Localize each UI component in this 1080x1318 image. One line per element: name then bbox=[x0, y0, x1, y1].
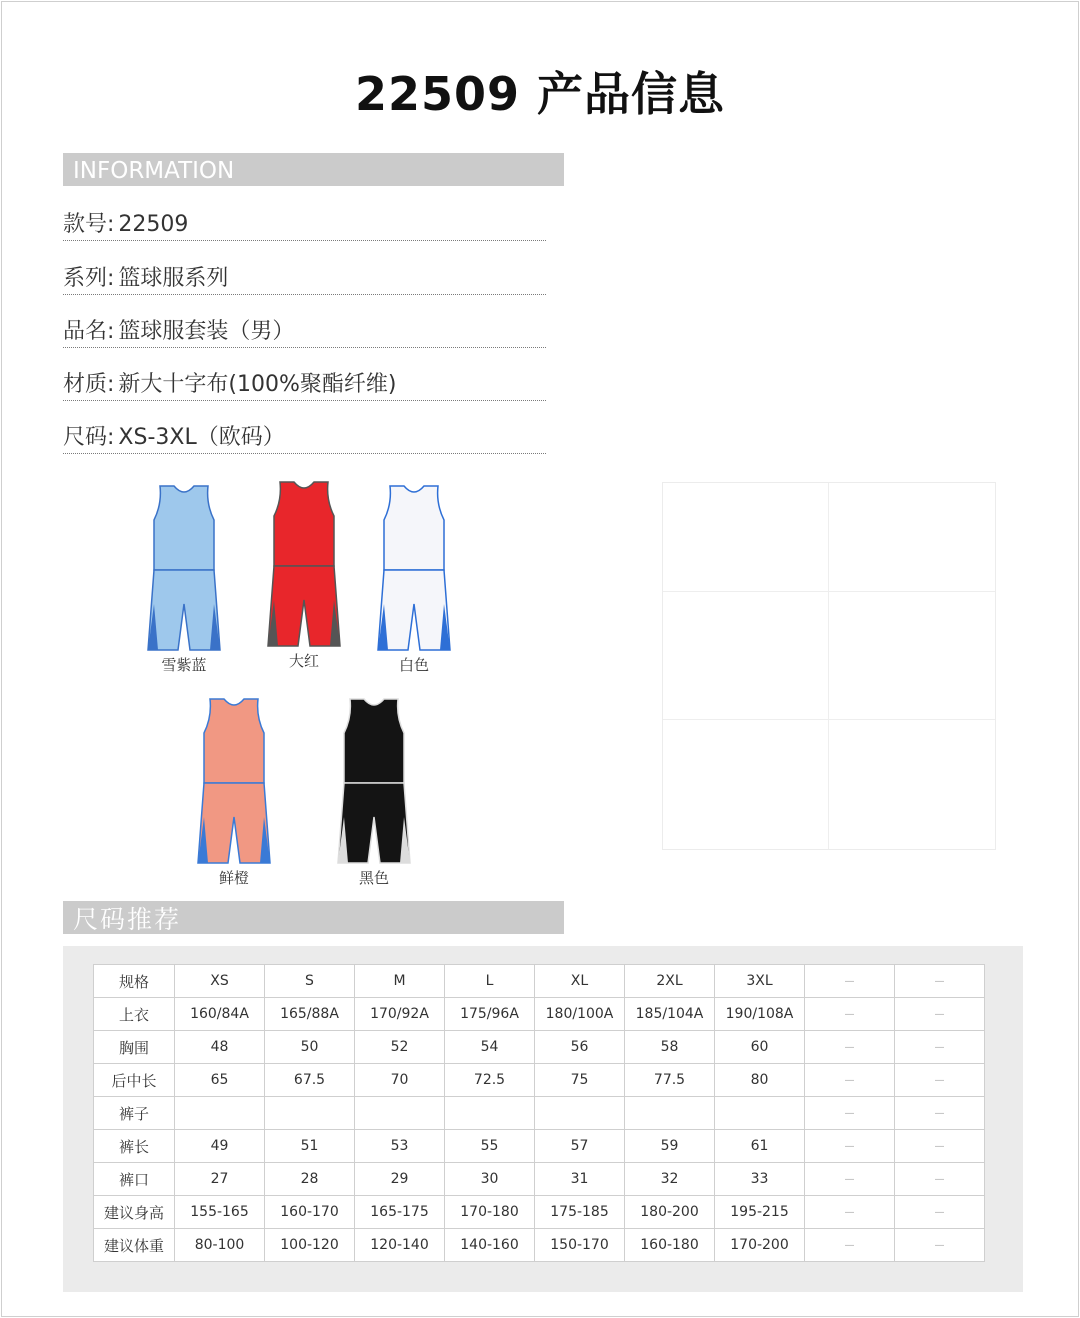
product-swatch bbox=[319, 697, 429, 888]
shorts-shape bbox=[198, 783, 270, 863]
size-cell: — bbox=[805, 965, 895, 998]
size-table-row bbox=[94, 1130, 985, 1163]
size-cell bbox=[265, 1097, 355, 1130]
jersey-set-icon bbox=[144, 484, 224, 652]
size-cell: 27 bbox=[175, 1163, 265, 1196]
size-cell: 60 bbox=[715, 1031, 805, 1064]
size-row-label: 规格 bbox=[94, 965, 175, 998]
panel-divider bbox=[828, 483, 829, 849]
size-cell: 48 bbox=[175, 1031, 265, 1064]
size-table-row bbox=[94, 1163, 985, 1196]
info-value: 篮球服套装（男） bbox=[118, 319, 295, 344]
information-header-bar: INFORMATION bbox=[63, 153, 564, 186]
size-cell bbox=[445, 1097, 535, 1130]
jersey-shape bbox=[274, 482, 334, 566]
blank-placeholder-panel bbox=[662, 482, 996, 850]
size-cell bbox=[535, 1097, 625, 1130]
size-row-label: 裤子 bbox=[94, 1097, 175, 1130]
size-cell: 120-140 bbox=[355, 1229, 445, 1262]
size-cell: — bbox=[895, 1163, 985, 1196]
panel-divider bbox=[663, 591, 995, 592]
size-cell: — bbox=[805, 1031, 895, 1064]
product-swatch bbox=[129, 484, 239, 675]
shorts-shape bbox=[338, 783, 410, 863]
size-cell: 170-200 bbox=[715, 1229, 805, 1262]
size-cell: XS bbox=[175, 965, 265, 998]
product-swatch bbox=[179, 697, 289, 888]
shorts-shape bbox=[268, 566, 340, 646]
size-cell: 49 bbox=[175, 1130, 265, 1163]
size-cell: 150-170 bbox=[535, 1229, 625, 1262]
info-row-series bbox=[63, 261, 546, 295]
size-cell: — bbox=[805, 1196, 895, 1229]
product-color-label: 雪紫蓝 bbox=[161, 656, 207, 674]
size-cell: 59 bbox=[625, 1130, 715, 1163]
size-cell: 160-170 bbox=[265, 1196, 355, 1229]
size-cell: 65 bbox=[175, 1064, 265, 1097]
size-cell: 33 bbox=[715, 1163, 805, 1196]
size-cell: 3XL bbox=[715, 965, 805, 998]
size-table-row bbox=[94, 1229, 985, 1262]
info-label: 系列: bbox=[63, 266, 115, 291]
size-cell: 2XL bbox=[625, 965, 715, 998]
size-table-row bbox=[94, 998, 985, 1031]
size-cell: — bbox=[895, 1196, 985, 1229]
jersey-set-icon bbox=[194, 697, 274, 865]
size-row-label: 后中长 bbox=[94, 1064, 175, 1097]
size-cell: — bbox=[805, 1130, 895, 1163]
product-color-label: 鲜橙 bbox=[218, 869, 249, 887]
info-value: 新大十字布(100%聚酯纤维) bbox=[118, 372, 397, 397]
size-cell: 61 bbox=[715, 1130, 805, 1163]
size-table-header-row bbox=[94, 965, 985, 998]
info-row-material bbox=[63, 367, 546, 401]
shorts-shape bbox=[378, 570, 450, 650]
size-cell: — bbox=[895, 1097, 985, 1130]
size-cell: 185/104A bbox=[625, 998, 715, 1031]
size-cell: 195-215 bbox=[715, 1196, 805, 1229]
product-color-label: 白色 bbox=[398, 656, 429, 674]
size-cell: — bbox=[895, 965, 985, 998]
size-cell: 32 bbox=[625, 1163, 715, 1196]
size-cell: 30 bbox=[445, 1163, 535, 1196]
size-cell: 52 bbox=[355, 1031, 445, 1064]
size-cell: 77.5 bbox=[625, 1064, 715, 1097]
size-cell: 175/96A bbox=[445, 998, 535, 1031]
jersey-set-icon bbox=[334, 697, 414, 865]
size-cell: 75 bbox=[535, 1064, 625, 1097]
size-cell bbox=[355, 1097, 445, 1130]
size-cell: — bbox=[895, 1031, 985, 1064]
size-cell: 72.5 bbox=[445, 1064, 535, 1097]
size-row-label: 上衣 bbox=[94, 998, 175, 1031]
size-cell: 57 bbox=[535, 1130, 625, 1163]
info-label: 品名: bbox=[63, 319, 115, 344]
product-swatch bbox=[249, 480, 359, 671]
shorts-shape bbox=[148, 570, 220, 650]
jersey-shape bbox=[204, 699, 264, 783]
size-cell: 160-180 bbox=[625, 1229, 715, 1262]
jersey-set-icon bbox=[374, 484, 454, 652]
size-cell bbox=[715, 1097, 805, 1130]
size-row-label: 建议体重 bbox=[94, 1229, 175, 1262]
size-cell: 140-160 bbox=[445, 1229, 535, 1262]
size-cell: 160/84A bbox=[175, 998, 265, 1031]
size-table-row bbox=[94, 1064, 985, 1097]
size-cell: 54 bbox=[445, 1031, 535, 1064]
size-cell: 80 bbox=[715, 1064, 805, 1097]
size-row-label: 裤长 bbox=[94, 1130, 175, 1163]
size-cell: 175-185 bbox=[535, 1196, 625, 1229]
size-cell: 165-175 bbox=[355, 1196, 445, 1229]
size-cell: 31 bbox=[535, 1163, 625, 1196]
size-cell: 50 bbox=[265, 1031, 355, 1064]
size-cell: M bbox=[355, 965, 445, 998]
product-swatch bbox=[359, 484, 469, 675]
size-cell: 170/92A bbox=[355, 998, 445, 1031]
info-label: 款号: bbox=[63, 212, 115, 237]
size-cell: — bbox=[895, 1130, 985, 1163]
size-cell: 53 bbox=[355, 1130, 445, 1163]
info-label: 材质: bbox=[63, 372, 115, 397]
size-cell: XL bbox=[535, 965, 625, 998]
size-cell: 180/100A bbox=[535, 998, 625, 1031]
size-cell: L bbox=[445, 965, 535, 998]
size-cell: 165/88A bbox=[265, 998, 355, 1031]
size-cell: 56 bbox=[535, 1031, 625, 1064]
size-cell: 155-165 bbox=[175, 1196, 265, 1229]
size-cell: — bbox=[805, 1064, 895, 1097]
product-color-label: 大红 bbox=[288, 652, 319, 670]
info-row-size bbox=[63, 420, 546, 454]
size-cell: 100-120 bbox=[265, 1229, 355, 1262]
info-row-style-no bbox=[63, 207, 546, 241]
size-table-row bbox=[94, 1097, 985, 1130]
size-cell: — bbox=[805, 998, 895, 1031]
size-cell bbox=[625, 1097, 715, 1130]
size-table bbox=[93, 964, 985, 1262]
size-cell: — bbox=[805, 1229, 895, 1262]
info-value: 篮球服系列 bbox=[118, 266, 229, 291]
product-color-label: 黑色 bbox=[358, 869, 389, 887]
size-cell: 55 bbox=[445, 1130, 535, 1163]
size-cell: 70 bbox=[355, 1064, 445, 1097]
panel-divider bbox=[663, 719, 995, 720]
size-cell: — bbox=[895, 998, 985, 1031]
size-cell: 80-100 bbox=[175, 1229, 265, 1262]
size-cell: 190/108A bbox=[715, 998, 805, 1031]
size-cell: — bbox=[805, 1163, 895, 1196]
size-cell: 51 bbox=[265, 1130, 355, 1163]
size-cell: — bbox=[895, 1229, 985, 1262]
size-recommend-header-bar: 尺码推荐 bbox=[63, 901, 564, 934]
size-cell: 67.5 bbox=[265, 1064, 355, 1097]
size-cell: — bbox=[895, 1064, 985, 1097]
info-value: XS-3XL（欧码） bbox=[118, 425, 285, 450]
size-cell bbox=[175, 1097, 265, 1130]
jersey-set-icon bbox=[264, 480, 344, 648]
size-cell: 28 bbox=[265, 1163, 355, 1196]
info-row-product-name bbox=[63, 314, 546, 348]
size-row-label: 建议身高 bbox=[94, 1196, 175, 1229]
size-cell: 58 bbox=[625, 1031, 715, 1064]
jersey-shape bbox=[384, 486, 444, 570]
size-cell: 29 bbox=[355, 1163, 445, 1196]
size-cell: 180-200 bbox=[625, 1196, 715, 1229]
info-label: 尺码: bbox=[63, 425, 115, 450]
size-row-label: 裤口 bbox=[94, 1163, 175, 1196]
size-cell: 170-180 bbox=[445, 1196, 535, 1229]
info-value: 22509 bbox=[118, 212, 189, 237]
jersey-shape bbox=[154, 486, 214, 570]
size-table-row bbox=[94, 1031, 985, 1064]
page-title: 22509 产品信息 bbox=[354, 67, 726, 121]
size-cell: — bbox=[805, 1097, 895, 1130]
size-cell: S bbox=[265, 965, 355, 998]
jersey-shape bbox=[344, 699, 404, 783]
size-row-label: 胸围 bbox=[94, 1031, 175, 1064]
size-table-row bbox=[94, 1196, 985, 1229]
